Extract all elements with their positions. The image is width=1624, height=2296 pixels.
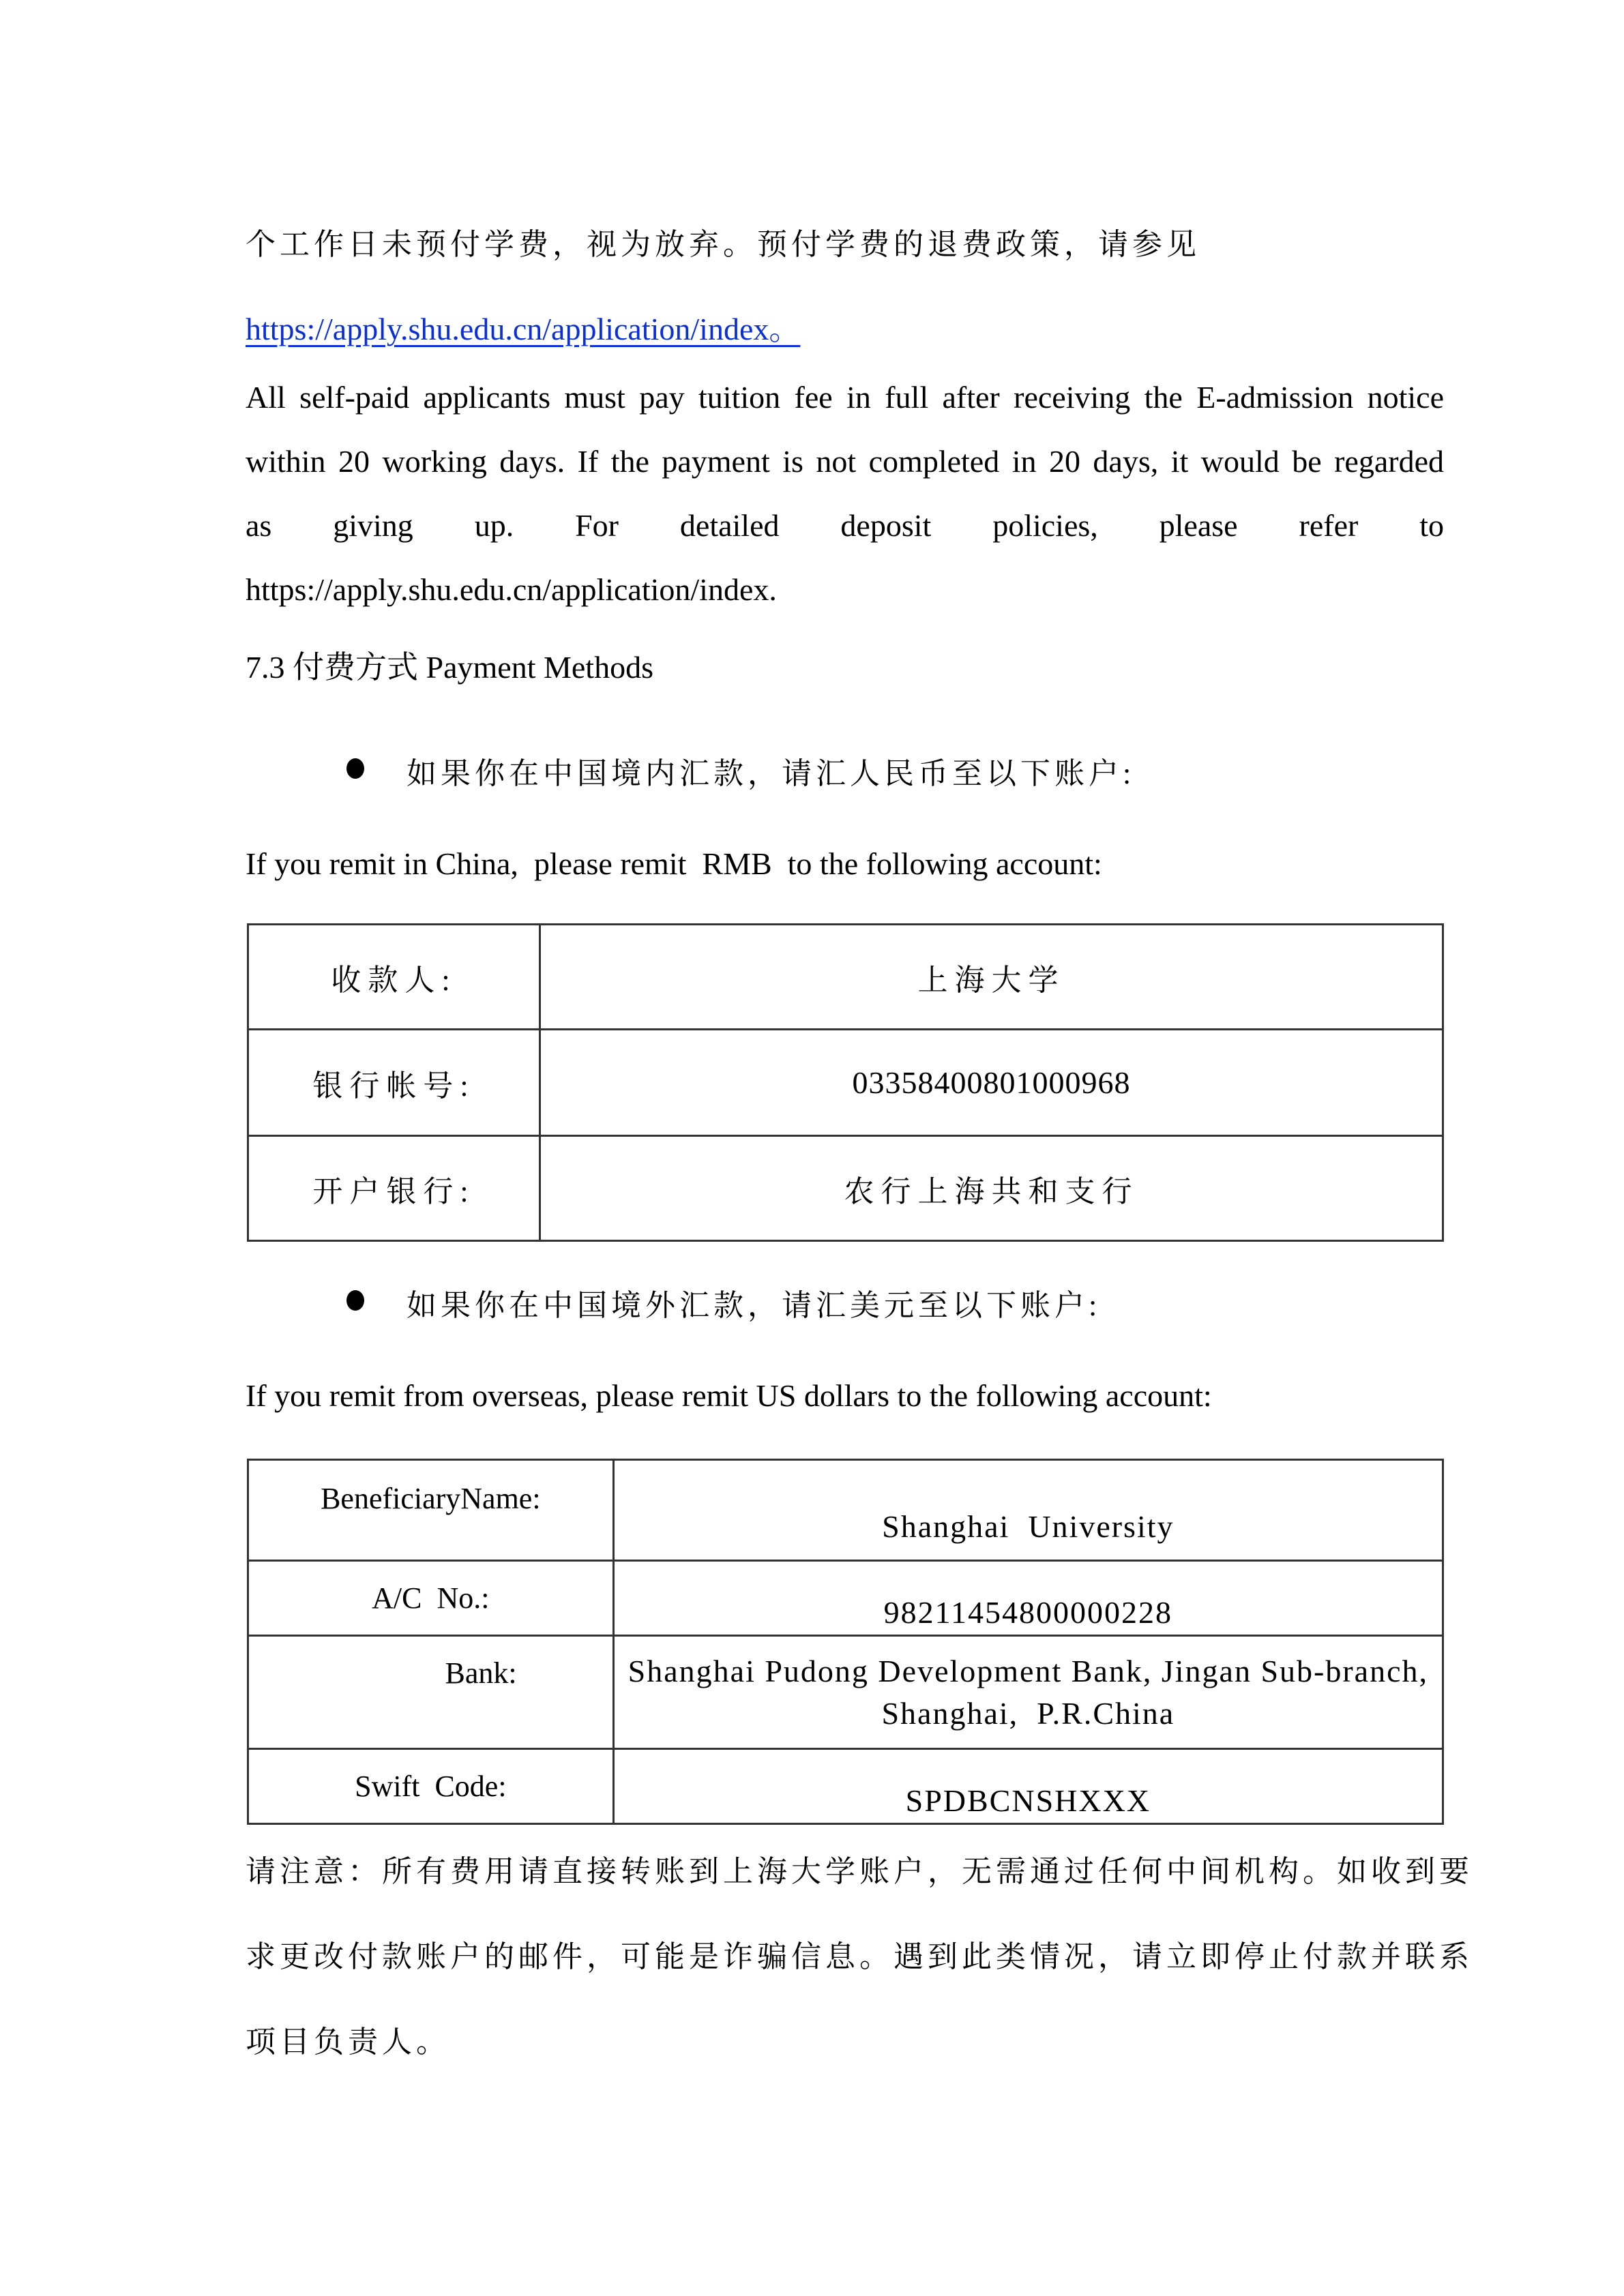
section-heading: 7.3 付费方式 Payment Methods: [246, 650, 653, 685]
bank-label: Bank:: [248, 1636, 614, 1749]
domestic-account-table: [247, 923, 1444, 1242]
overseas-bullet-text: 如果你在中国境外汇款，请汇美元至以下账户:: [407, 1289, 1102, 1322]
intro-cjk-line: 个工作日未预付学费，视为放弃。预付学费的退费政策，请参见: [246, 228, 1200, 261]
domestic-english-text: If you remit in China, please remit RMB to the following account:: [246, 846, 1102, 881]
ac-number-value: 98211454800000228: [613, 1561, 1443, 1636]
table-row: [248, 1561, 1443, 1636]
bank-value: 农行上海共和支行: [540, 1136, 1443, 1241]
swift-code-value: SPDBCNSHXXX: [613, 1749, 1443, 1824]
english-paragraph-line-1: All self-paid applicants must pay tuition fee in full after receiving the E-admission notice: [246, 380, 1444, 415]
notice-line-3: 项目负责人。: [246, 2025, 450, 2059]
table-row: [248, 1136, 1443, 1241]
table-row: [248, 1749, 1443, 1824]
bank-value-line-2: Shanghai, P.R.China: [881, 1695, 1175, 1731]
notice-line-1: 请注意：所有费用请直接转账到上海大学账户，无需通过任何中间机构。如收到要: [246, 1855, 1473, 1888]
english-paragraph-line-3: as giving up. For detailed deposit policies, please refer to: [246, 508, 1444, 543]
notice-line-2: 求更改付款账户的邮件，可能是诈骗信息。遇到此类情况，请立即停止付款并联系: [246, 1940, 1473, 1973]
bank-value-line-1: Shanghai Pudong Development Bank, Jingan Sub-branch,: [628, 1653, 1428, 1688]
ac-number-label: A/C No.:: [248, 1561, 614, 1636]
bank-label: 开户银行:: [248, 1136, 540, 1241]
application-link[interactable]: https://apply.shu.edu.cn/application/index。: [246, 312, 801, 346]
bullet-icon: [346, 1290, 364, 1311]
payee-label: 收款人:: [248, 925, 540, 1030]
table-row: [248, 1460, 1443, 1561]
bank-value: [613, 1636, 1443, 1749]
english-paragraph-line-4: https://apply.shu.edu.cn/application/index.: [246, 572, 777, 607]
domestic-bullet-text: 如果你在中国境内汇款，请汇人民币至以下账户:: [407, 757, 1136, 790]
beneficiary-name-value: Shanghai University: [613, 1460, 1443, 1561]
swift-code-label: Swift Code:: [248, 1749, 614, 1824]
table-row: [248, 1636, 1443, 1749]
table-row: [248, 925, 1443, 1030]
payee-value: 上海大学: [540, 925, 1443, 1030]
table-row: [248, 1030, 1443, 1136]
overseas-english-text: If you remit from overseas, please remit US dollars to the following account:: [246, 1378, 1212, 1413]
account-number-value: 03358400801000968: [540, 1030, 1443, 1136]
english-paragraph-line-2: within 20 working days. If the payment is not completed in 20 days, it would be regarded: [246, 444, 1444, 479]
bullet-icon: [346, 758, 364, 779]
overseas-account-table: [247, 1459, 1444, 1825]
beneficiary-name-label: BeneficiaryName:: [248, 1460, 614, 1561]
account-number-label: 银行帐号:: [248, 1030, 540, 1136]
